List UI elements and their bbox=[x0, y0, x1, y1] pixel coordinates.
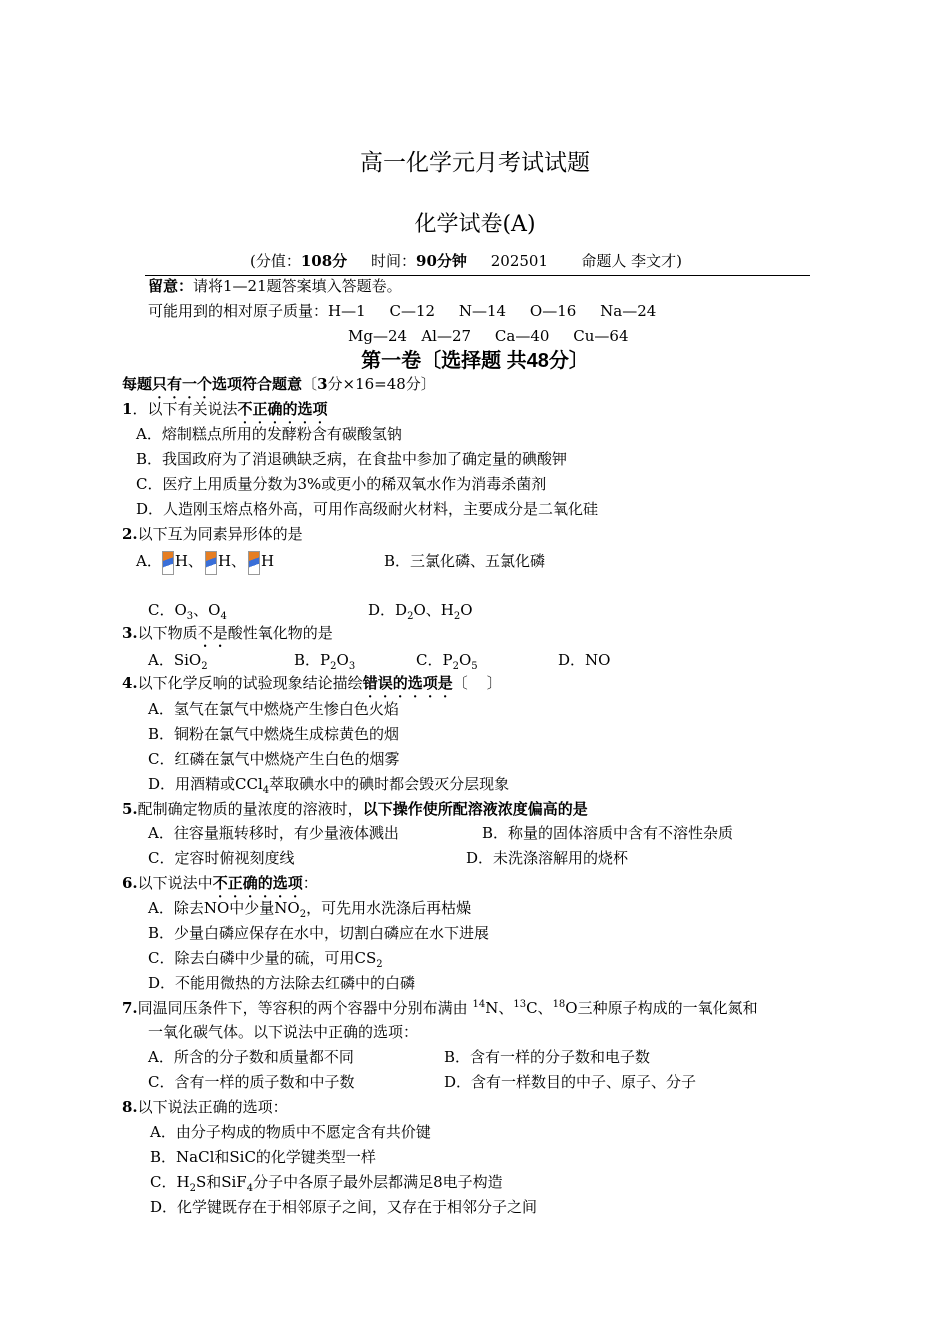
q4-d-text: 萃取碘水中的碘时都会毁灭分层现象 bbox=[269, 775, 510, 793]
q6-option-d: D．不能用微热的方法除去红磷中的白磷 bbox=[148, 974, 416, 992]
q2-c-sub: 4 bbox=[220, 611, 227, 622]
q3-a-text: A．SiO bbox=[148, 651, 202, 669]
q1-option-d: D．人造刚玉熔点格外高，可用作高级耐火材料，主要成分是二氧化硅 bbox=[136, 500, 599, 518]
q7-sup: 18 bbox=[552, 999, 566, 1010]
q6-emph: 不正确的选项 bbox=[212, 875, 303, 892]
q4-d-sub: 4 bbox=[262, 785, 270, 796]
instr-score: 3 bbox=[317, 375, 328, 393]
q1-number: 1 bbox=[122, 400, 133, 418]
q8-c-sub: 4 bbox=[246, 1183, 254, 1194]
q3-stem-a: 以下物质 bbox=[137, 624, 198, 642]
q6-a-text: ，可先用水洗涤后再枯燥 bbox=[306, 899, 472, 917]
time-label: 时间： bbox=[371, 252, 417, 270]
question-4-stem bbox=[122, 673, 502, 701]
q2-option-d bbox=[368, 600, 473, 620]
q1-emph: 不正确的选项 bbox=[237, 401, 328, 418]
exam-code: 202501 bbox=[490, 252, 549, 270]
paper-subtitle: 化学试卷(A) bbox=[414, 212, 536, 237]
q2-c-text: 、O bbox=[193, 601, 221, 619]
isotope-image-icon bbox=[162, 551, 174, 575]
q8-c-sub: 2 bbox=[189, 1183, 196, 1194]
q2-d-text: O bbox=[460, 601, 473, 619]
notice-text: 请将1—21题答案填入答题卷。 bbox=[193, 277, 402, 295]
q7-option-a: A．所含的分子数和质量都不同 bbox=[148, 1048, 354, 1066]
exam-author: 命题人 李文才) bbox=[581, 252, 683, 270]
q2-d-sub: 2 bbox=[453, 611, 461, 622]
q6-a-sub: 2 bbox=[299, 909, 307, 920]
q3-option-b bbox=[294, 650, 355, 670]
section-heading: 第一卷〔选择题 共48分〕 bbox=[361, 350, 589, 372]
q8-option-d: D．化学键既存在于相邻原子之间，又存在于相邻分子之间 bbox=[150, 1198, 538, 1216]
question-1-stem bbox=[122, 399, 327, 427]
atomic-mass-line-2: Mg—24 Al—27 Ca—40 Cu—64 bbox=[348, 327, 629, 345]
q6-number: 6. bbox=[122, 874, 138, 892]
question-2-stem bbox=[122, 524, 303, 544]
notice bbox=[148, 276, 402, 296]
q6-option-b: B．少量白磷应保存在水中，切割白磷应在水下进展 bbox=[148, 924, 490, 942]
q3-number: 3. bbox=[122, 624, 138, 642]
q1-option-c: C．医疗上用质量分数为3%或更小的稀双氧水作为消毒杀菌剂 bbox=[136, 475, 547, 493]
q5-option-d: D．未洗涤溶解用的烧杯 bbox=[466, 849, 629, 867]
page-title: 高一化学元月考试试题 bbox=[360, 150, 590, 176]
q7-stem-text: C、 bbox=[526, 999, 553, 1017]
isotope-image-icon bbox=[205, 551, 217, 575]
q5-emph: 以下操作使所配溶液浓度偏高的是 bbox=[362, 801, 588, 818]
instr-rest: 分×16=48分〕 bbox=[327, 375, 436, 393]
q8-c-text: C．H bbox=[150, 1173, 190, 1191]
question-5-stem bbox=[122, 799, 588, 820]
q3-option-c bbox=[416, 650, 478, 670]
q1-option-a: A．熔制糕点所用的发酵粉含有碳酸氢钠 bbox=[136, 425, 402, 443]
q4-option-c: C．红磷在氯气中燃烧产生白色的烟雾 bbox=[148, 750, 400, 768]
q3-b-text: O bbox=[336, 651, 349, 669]
q2-c-sub: 3 bbox=[186, 611, 194, 622]
q8-option-c bbox=[150, 1172, 503, 1192]
q6-option-c bbox=[148, 948, 383, 968]
question-3-stem bbox=[122, 623, 333, 651]
q3-c-sub: 2 bbox=[452, 661, 459, 672]
q3-emph: 不是 bbox=[197, 624, 228, 642]
q7-sup: 13 bbox=[513, 999, 527, 1010]
q6-stem: 以下说法中 bbox=[137, 874, 213, 892]
q6-c-sub: 2 bbox=[376, 959, 383, 970]
q3-option-d: D．NO bbox=[558, 651, 611, 669]
instr-emph: 只有一个 bbox=[152, 376, 213, 393]
question-8-stem bbox=[122, 1097, 288, 1117]
q2-stem: 以下互为同素异形体的是 bbox=[137, 525, 303, 543]
q3-b-sub: 3 bbox=[348, 661, 356, 672]
q4-number: 4. bbox=[122, 674, 138, 692]
q8-option-b: B．NaCl和SiC的化学键类型一样 bbox=[150, 1148, 376, 1166]
q2-a-h2: H、 bbox=[217, 552, 247, 570]
q4-option-d bbox=[148, 774, 509, 794]
q8-stem: 以下说法正确的选项： bbox=[137, 1098, 288, 1116]
q3-a-sub: 2 bbox=[201, 661, 208, 672]
q1-stem: ．以下有关说法 bbox=[132, 400, 238, 418]
meta-open: (分值： bbox=[250, 252, 301, 270]
q2-option-c bbox=[148, 600, 227, 620]
exam-meta bbox=[250, 251, 682, 271]
q8-option-a: A．由分子构成的物质中不愿定含有共价键 bbox=[150, 1123, 431, 1141]
q3-b-sub: 2 bbox=[330, 661, 337, 672]
q3-c-sub: 5 bbox=[471, 661, 478, 672]
q8-c-text: S和SiF bbox=[195, 1173, 247, 1191]
score-value: 108分 bbox=[300, 252, 348, 270]
q4-stem: 以下化学反响的试验现象结论描绘 bbox=[137, 674, 363, 692]
q2-option-b: B．三氯化磷、五氯化磷 bbox=[384, 552, 546, 570]
q3-c-text: O bbox=[458, 651, 472, 669]
q5-option-b: B．称量的固体溶质中含有不溶性杂质 bbox=[482, 824, 734, 842]
q4-option-a: A．氢气在氯气中燃烧产生惨白色火焰 bbox=[148, 700, 399, 718]
q3-stem-b: 酸性氧化物的是 bbox=[227, 624, 333, 642]
q3-c-text: C．P bbox=[416, 651, 453, 669]
q5-option-c: C．定容时俯视刻度线 bbox=[148, 849, 295, 867]
q3-b-text: B．P bbox=[294, 651, 331, 669]
q7-option-c: C．含有一样的质子数和中子数 bbox=[148, 1073, 355, 1091]
q2-number: 2. bbox=[122, 525, 138, 543]
q2-option-a bbox=[136, 551, 274, 575]
q8-number: 8. bbox=[122, 1098, 138, 1116]
q3-option-a bbox=[148, 650, 208, 670]
q4-emph: 错误的选项是 bbox=[362, 675, 453, 692]
q5-stem: 配制确定物质的量浓度的溶液时， bbox=[137, 800, 363, 818]
q7-stem-text: N、 bbox=[485, 999, 514, 1017]
q1-option-b: B．我国政府为了消退碘缺乏病，在食盐中参加了确定量的碘酸钾 bbox=[136, 450, 568, 468]
q7-option-b: B．含有一样的分子数和电子数 bbox=[444, 1048, 651, 1066]
question-6-stem bbox=[122, 873, 318, 901]
question-7-stem bbox=[122, 998, 758, 1018]
q2-a-h1: H、 bbox=[174, 552, 203, 570]
q5-number: 5. bbox=[122, 800, 138, 818]
q4-option-b: B．铜粉在氯气中燃烧生成棕黄色的烟 bbox=[148, 725, 400, 743]
isotope-image-icon bbox=[248, 551, 260, 575]
q2-d-sub: 2 bbox=[407, 611, 414, 622]
q4-blank: 〔 〕 bbox=[452, 674, 502, 692]
q2-a-label: A． bbox=[136, 552, 162, 570]
section-instructions bbox=[122, 374, 436, 402]
q2-a-h3: H bbox=[261, 552, 275, 570]
q7-stem-line-2: 一氧化碳气体。以下说法中正确的选项： bbox=[148, 1023, 419, 1041]
time-value: 90分钟 bbox=[416, 252, 467, 270]
q2-d-text: D．D bbox=[368, 601, 408, 619]
q6-end: ： bbox=[302, 874, 318, 892]
q7-option-d: D．含有一样数目的中子、原子、分子 bbox=[444, 1073, 697, 1091]
atomic-mass-line-1: 可能用到的相对原子质量：H—1 C—12 N—14 O—16 Na—24 bbox=[148, 302, 657, 320]
q6-c-text: C．除去白磷中少量的硫，可用CS bbox=[148, 949, 377, 967]
q6-option-a bbox=[148, 898, 471, 918]
instr-paren: 〔 bbox=[302, 375, 318, 393]
notice-label: 留意： bbox=[148, 277, 194, 295]
instr-a: 每题 bbox=[122, 376, 153, 393]
q2-d-text: O、H bbox=[413, 601, 454, 619]
q7-number: 7. bbox=[122, 999, 138, 1017]
q7-sup: 14 bbox=[472, 999, 486, 1010]
q5-option-a: A．往容量瓶转移时，有少量液体溅出 bbox=[148, 824, 399, 842]
q8-c-text: 分子中各原子最外层都满足8电子构造 bbox=[253, 1173, 503, 1191]
instr-b: 选项符合题意 bbox=[212, 376, 303, 393]
q2-c-text: C．O bbox=[148, 601, 187, 619]
q7-stem-text: O三种原子构成的一氧化氮和 bbox=[565, 999, 758, 1017]
q6-a-text: A．除去NO中少量NO bbox=[148, 899, 300, 917]
q7-stem-text: 同温同压条件下，等容积的两个容器中分别布满由 bbox=[137, 999, 468, 1017]
q4-d-text: D．用酒精或CCl bbox=[148, 775, 263, 793]
